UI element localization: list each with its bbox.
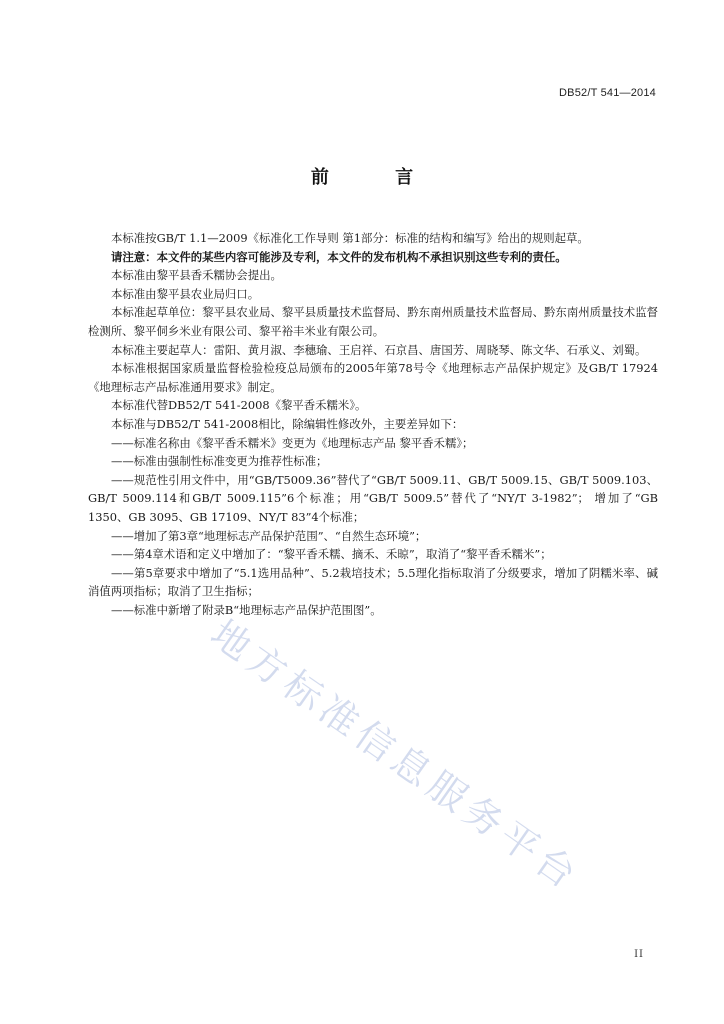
paragraph-patent-notice: 请注意：本文件的某些内容可能涉及专利，本文件的发布机构不承担识别这些专利的责任。	[111, 249, 567, 264]
change-item: ——标准名称由《黎平香禾糯米》变更为《地理标志产品 黎平香禾糯》；	[111, 435, 474, 450]
change-item: ——标准由强制性标准变更为推荐性标准；	[111, 454, 328, 469]
page-number: II	[634, 949, 644, 960]
paragraph-drafters: 本标准主要起草人：雷阳、黄月淑、李穗瑜、王启祥、石京昌、唐国芳、周晓琴、陈文华、石承义、刘蜀。	[111, 342, 647, 357]
change-item: ——第4章术语和定义中增加了：“黎平香禾糯、摘禾、禾晾”，取消了“黎平香禾糯米”；	[111, 547, 552, 562]
change-item: ——标准中新增了附录B“地理标志产品保护范围图”。	[111, 602, 382, 617]
document-code: DB52/T 541—2014	[559, 87, 656, 99]
change-item: ——第5章要求中增加了“5.1选用品种”、5.2栽培技术；5.5理化指标取消了分级要求，增加了阴糯米率、碱消值两项指标；取消了卫生指标；	[88, 565, 658, 599]
paragraph-administrator: 本标准由黎平县农业局归口。	[111, 286, 260, 301]
change-item: ——规范性引用文件中，用“GB/T5009.36”替代了“GB/T 5009.11、GB/T 5009.15、GB/T 5009.103、GB/T 5009.114和GB/T 5009.115”6个标准；用“GB/T 5009.5”替代了“NY/T 3-1982”； 增加了“GB 1350、GB 3095、GB 17109、NY/T 83”4个标准；	[88, 472, 658, 524]
paragraph-drafting-rules: 本标准按GB/T 1.1—2009《标准化工作导则 第1部分：标准的结构和编写》给出的规则起草。	[111, 231, 589, 245]
watermark-text: 地方标准信息服务平台	[202, 611, 589, 900]
foreword-body	[88, 229, 658, 619]
paragraph-basis: 本标准根据国家质量监督检验检疫总局颁布的2005年第78号令《地理标志产品保护规定》及GB/T 17924《地理标志产品标准通用要求》制定。	[88, 361, 658, 394]
paragraph-drafting-units: 本标准起草单位：黎平县农业局、黎平县质量技术监督局、黔东南州质量技术监督局、黔东南州质量技术监督检测所、黎平侗乡米业有限公司、黎平裕丰米业有限公司。	[88, 305, 658, 338]
paragraph-replaces: 本标准代替DB52/T 541-2008《黎平香禾糯米》。	[111, 398, 367, 413]
change-item: ——增加了第3章“地理标志产品保护范围”、“自然生态环境”；	[111, 528, 427, 543]
paragraph-changes-intro: 本标准与DB52/T 541-2008相比，除编辑性修改外，主要差异如下：	[111, 416, 464, 431]
paragraph-proposer: 本标准由黎平县香禾糯协会提出。	[111, 268, 282, 283]
page-title: 前 言	[310, 167, 444, 188]
